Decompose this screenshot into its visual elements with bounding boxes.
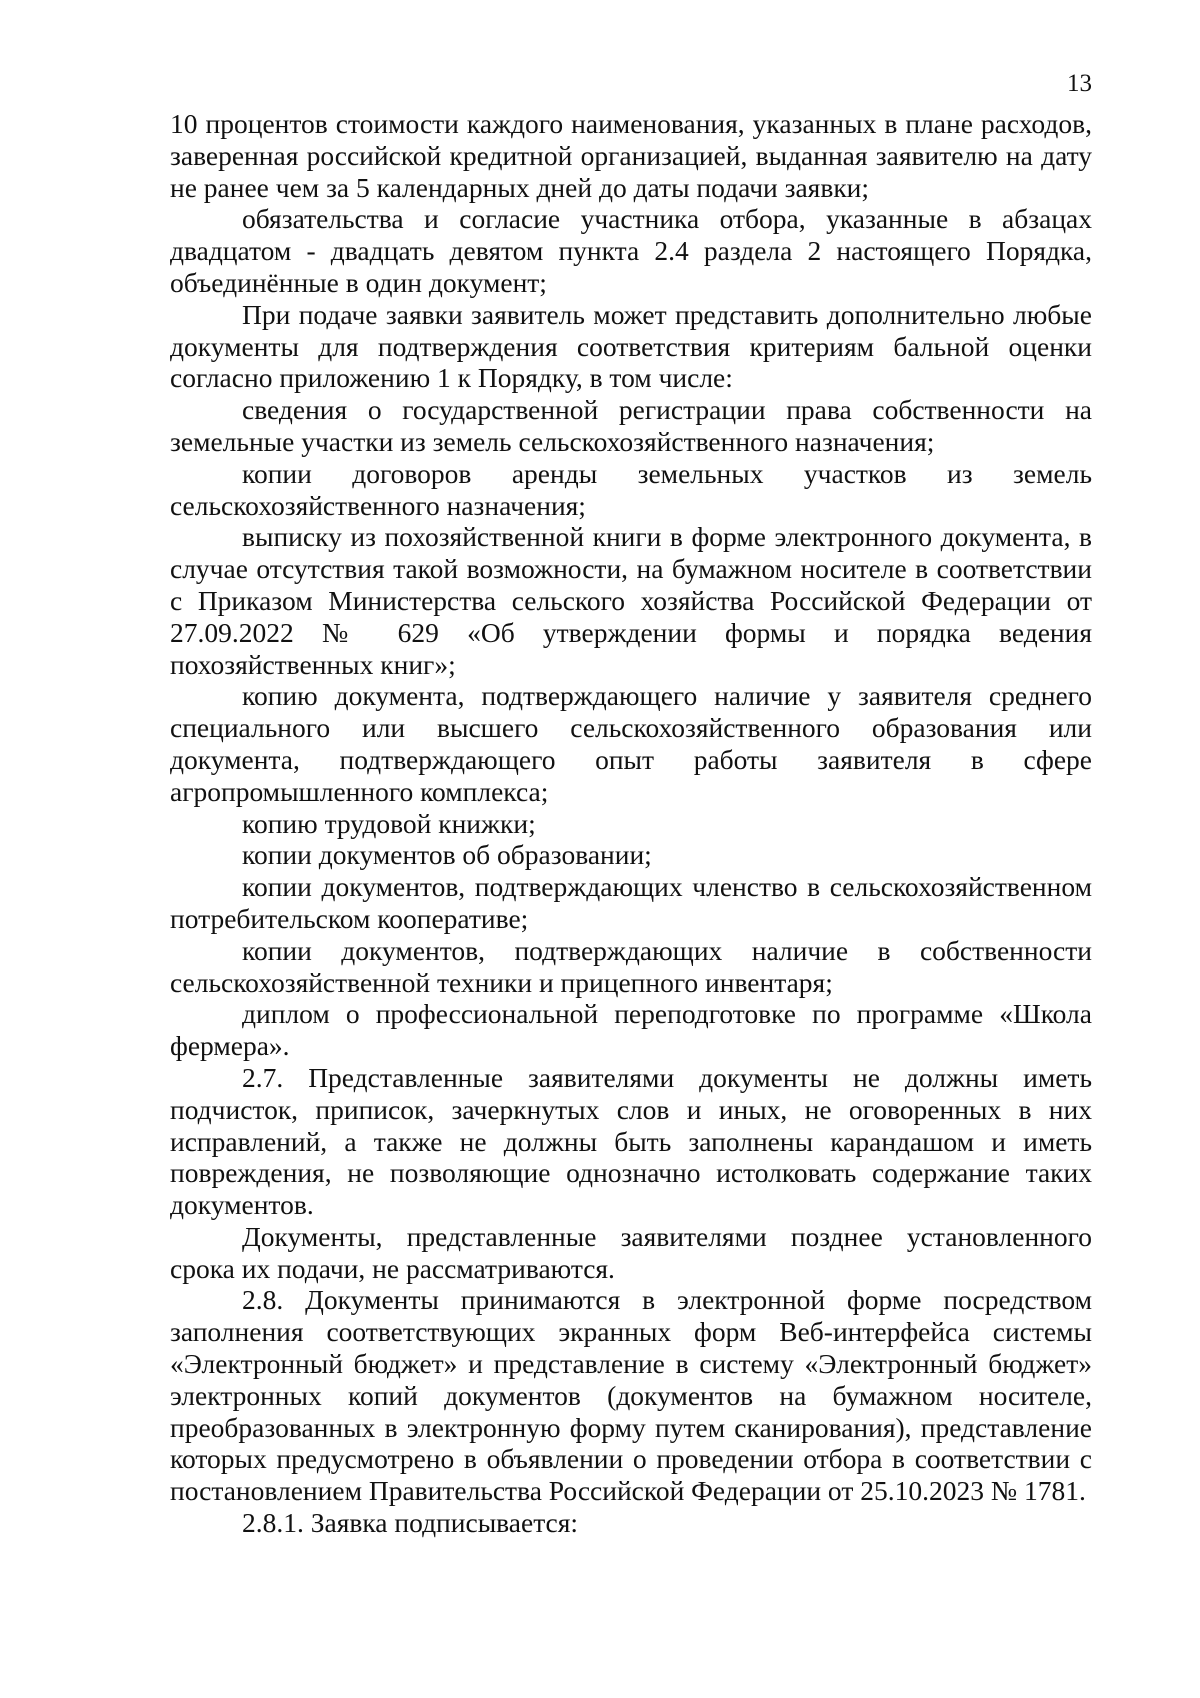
document-body bbox=[170, 108, 1092, 1539]
section-2-8: 2.8. Документы принимаются в электронной форме посредством заполнения соответствующих экранных форм Веб-интерфейса системы «Электронный бюджет» и представление в систему «Электронный бюджет» электронных копий документов (документов на бумажном носителе, преобразованных в электронную форму путем сканирования), представление которых предусмотрено в объявлении о проведении отбора в соответствии с постановлением Правительства Российской Федерации от 25.10.2023 № 1781. bbox=[170, 1284, 1092, 1507]
list-item-land-lease: копии договоров аренды земельных участков из земель сельскохозяйственного назначения; bbox=[170, 457, 1092, 521]
list-item-education-experience: копию документа, подтверждающего наличие у заявителя среднего специального или высшего сельскохозяйственного образования или документа, подтверждающего опыт работы заявителя в сфере агропромышленного комплекса; bbox=[170, 680, 1092, 807]
list-item-cooperative-membership: копии документов, подтверждающих членство в сельскохозяйственном потребительском кооперативе; bbox=[170, 871, 1092, 934]
paragraph-bank-guarantee-continuation: 10 процентов стоимости каждого наименования, указанных в плане расходов, заверенная российской кредитной организацией, выданная заявителю на дату не ранее чем за 5 календарных дней до даты подачи заявки; bbox=[170, 108, 1092, 203]
list-item-education-documents: копии документов об образовании; bbox=[242, 839, 652, 871]
list-item-work-book: копию трудовой книжки; bbox=[242, 807, 536, 839]
list-item-farmer-school-diploma: диплом о профессиональной переподготовке по программе «Школа фермера». bbox=[170, 998, 1092, 1062]
list-item-machinery-ownership: копии документов, подтверждающих наличие в собственности сельскохозяйственной техники и прицепного инвентаря; bbox=[170, 934, 1092, 998]
page-number: 13 bbox=[1067, 70, 1092, 97]
list-item-household-book: выписку из похозяйственной книги в форме электронного документа, в случае отсутствия такой возможности, на бумажном носителе в соответствии с Приказом Министерства сельского хозяйства Российской Федерации от 27.09.2022 № 629 «Об утверждении формы и порядка ведения похозяйственных книг»; bbox=[170, 521, 1092, 680]
paragraph-late-documents: Документы, представленные заявителями позднее установленного срока их подачи, не рассматриваются. bbox=[170, 1220, 1092, 1284]
paragraph-obligations-consent: обязательства и согласие участника отбора, указанные в абзацах двадцатом - двадцать девятом пункта 2.4 раздела 2 настоящего Порядка, объединённые в один документ; bbox=[170, 203, 1092, 298]
section-2-7: 2.7. Представленные заявителями документы не должны иметь подчисток, приписок, зачеркнутых слов и иных, не оговоренных в них исправлений, а также не должны быть заполнены карандашом и иметь повреждения, не позволяющие однозначно истолковать содержание таких документов. bbox=[170, 1061, 1092, 1221]
paragraph-additional-documents-intro: При подаче заявки заявитель может представить дополнительно любые документы для подтверждения соответствия критериям бальной оценки согласно приложению 1 к Порядку, в том числе: bbox=[170, 298, 1092, 394]
section-2-8-1: 2.8.1. Заявка подписывается: bbox=[242, 1507, 579, 1539]
list-item-land-ownership: сведения о государственной регистрации права собственности на земельные участки из земель сельскохозяйственного назначения; bbox=[170, 394, 1092, 457]
